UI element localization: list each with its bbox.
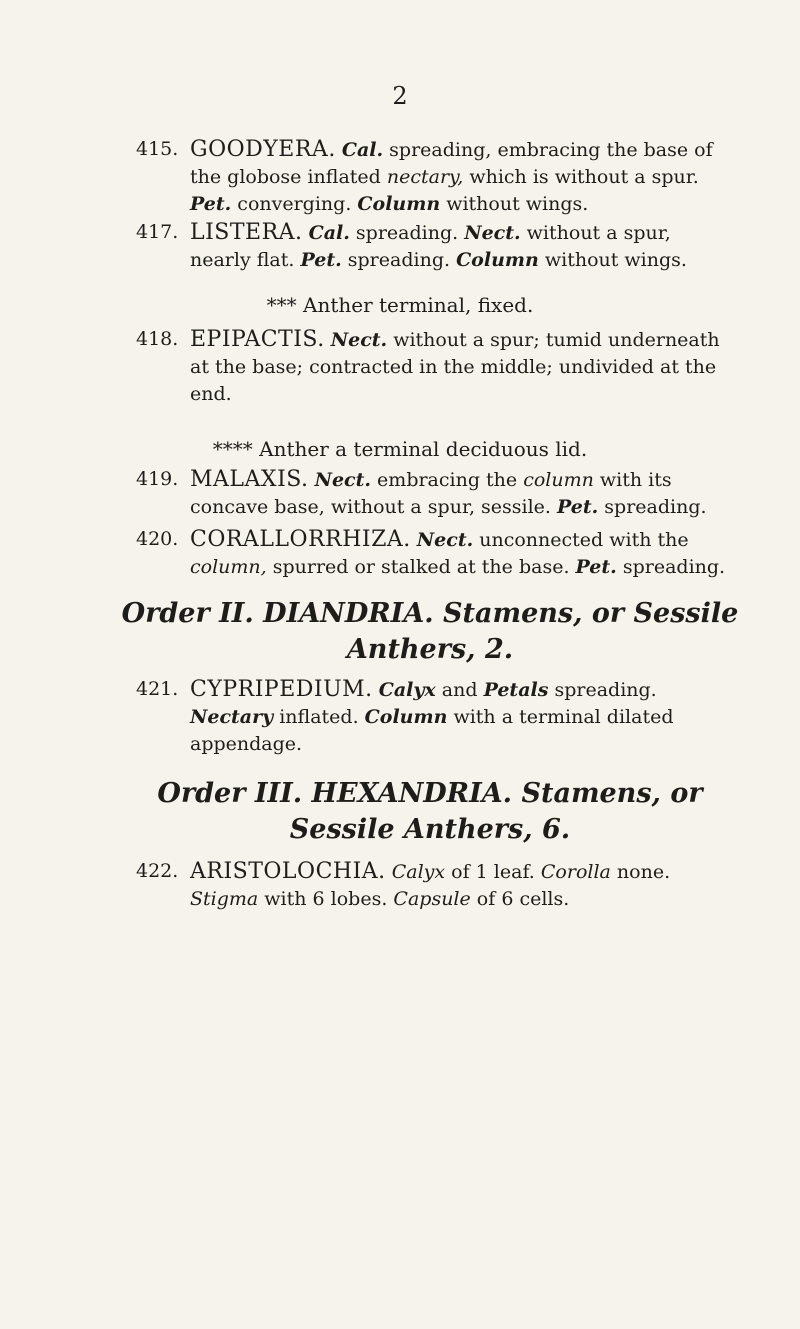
italic-term: Petals — [483, 679, 549, 701]
entry-number: 417. — [136, 221, 179, 243]
description-text: inflated. — [273, 706, 365, 728]
genus-name: CYPRIPEDIUM. — [190, 677, 373, 702]
genus-name: EPIPACTIS. — [190, 327, 325, 352]
description-text: converging. — [231, 193, 358, 215]
order-heading-diandria: Order II. DIANDRIA. Stamens, or Sessile Anthers, 2. — [121, 598, 739, 665]
entry-text — [190, 326, 726, 408]
italic-term: Nect. — [464, 222, 521, 244]
description-text: none. — [610, 861, 671, 883]
description-text: which is without a spur. — [463, 166, 699, 188]
genus-name: LISTERA. — [190, 220, 303, 245]
italic-term: Cal. — [341, 139, 384, 161]
entry-text — [190, 676, 726, 758]
description-text: and — [435, 679, 484, 701]
italic-term: Calyx — [391, 861, 446, 883]
genus-name: GOODYERA. — [190, 137, 336, 162]
italic-term: Pet. — [575, 556, 617, 578]
entry-text — [190, 526, 726, 581]
entry-number: 418. — [136, 328, 179, 350]
entry-corallorrhiza — [136, 526, 726, 581]
description-text: of 1 leaf. — [445, 861, 541, 883]
description-text: without wings. — [440, 193, 589, 215]
entry-cypripedium — [136, 676, 726, 758]
description-text: spreading. — [616, 556, 726, 578]
description-text: with a terminal dilated appendage. — [190, 706, 674, 755]
description-text: spreading, embracing the base of the globose inflated — [190, 139, 713, 188]
description-text: with its concave base, without a spur, sessile. — [190, 469, 672, 518]
genus-name: CORALLORRHIZA. — [190, 527, 411, 552]
italic-term: Nect. — [314, 469, 372, 491]
italic-term: Column — [456, 249, 539, 271]
description-text: embracing the — [371, 469, 524, 491]
description-text: without a spur, nearly flat. — [190, 222, 671, 271]
genus-name: ARISTOLOCHIA. — [190, 859, 386, 884]
italic-term: Calyx — [378, 679, 436, 701]
entry-malaxis — [136, 466, 726, 521]
order-heading-hexandria: Order III. HEXANDRIA. Stamens, or Sessile Anthers, 6. — [157, 778, 703, 845]
tribe-heading-deciduous-lid: **** Anther a terminal deciduous lid. — [212, 437, 588, 461]
entry-number: 419. — [136, 468, 179, 490]
italic-term: Column — [364, 706, 448, 728]
italic-term: Nect. — [416, 529, 474, 551]
italic-term: nectary, — [386, 166, 464, 188]
description-text: with 6 lobes. — [258, 888, 394, 910]
italic-term: Nect. — [330, 329, 388, 351]
entry-listera — [136, 219, 726, 274]
italic-term: column — [523, 469, 594, 491]
italic-term: Stigma — [190, 888, 259, 910]
italic-term: Pet. — [557, 496, 599, 518]
entry-number: 420. — [136, 528, 179, 550]
entry-text — [190, 466, 726, 521]
italic-term: Cal. — [308, 222, 350, 244]
italic-term: Corolla — [540, 861, 611, 883]
entry-text — [190, 219, 726, 274]
italic-term: Pet. — [190, 193, 232, 215]
entry-text — [190, 136, 726, 218]
italic-term: Nectary — [190, 706, 274, 728]
italic-term: Column — [357, 193, 441, 215]
entry-aristolochia — [136, 858, 726, 913]
description-text: without a spur; tumid underneath at the base; contracted in the middle; undivided at the end. — [190, 329, 720, 405]
italic-term: Pet. — [300, 249, 342, 271]
description-text: spreading. — [548, 679, 657, 701]
entry-number: 421. — [136, 678, 179, 700]
description-text: spreading. — [598, 496, 707, 518]
entry-epipactis — [136, 326, 726, 408]
entry-goodyera — [136, 136, 726, 218]
description-text: without wings. — [538, 249, 687, 271]
italic-term: Capsule — [393, 888, 471, 910]
description-text: spreading. — [341, 249, 457, 271]
page-number: 2 — [392, 82, 408, 110]
description-text: spreading. — [349, 222, 465, 244]
description-text: unconnected with the — [473, 529, 689, 551]
italic-term: column, — [190, 556, 267, 578]
entry-text — [190, 858, 726, 913]
tribe-heading-fixed-anther: *** Anther terminal, fixed. — [266, 293, 534, 317]
entry-number: 422. — [136, 860, 179, 882]
description-text: spurred or stalked at the base. — [266, 556, 576, 578]
description-text: of 6 cells. — [470, 888, 570, 910]
genus-name: MALAXIS. — [190, 467, 309, 492]
entry-number: 415. — [136, 138, 179, 160]
